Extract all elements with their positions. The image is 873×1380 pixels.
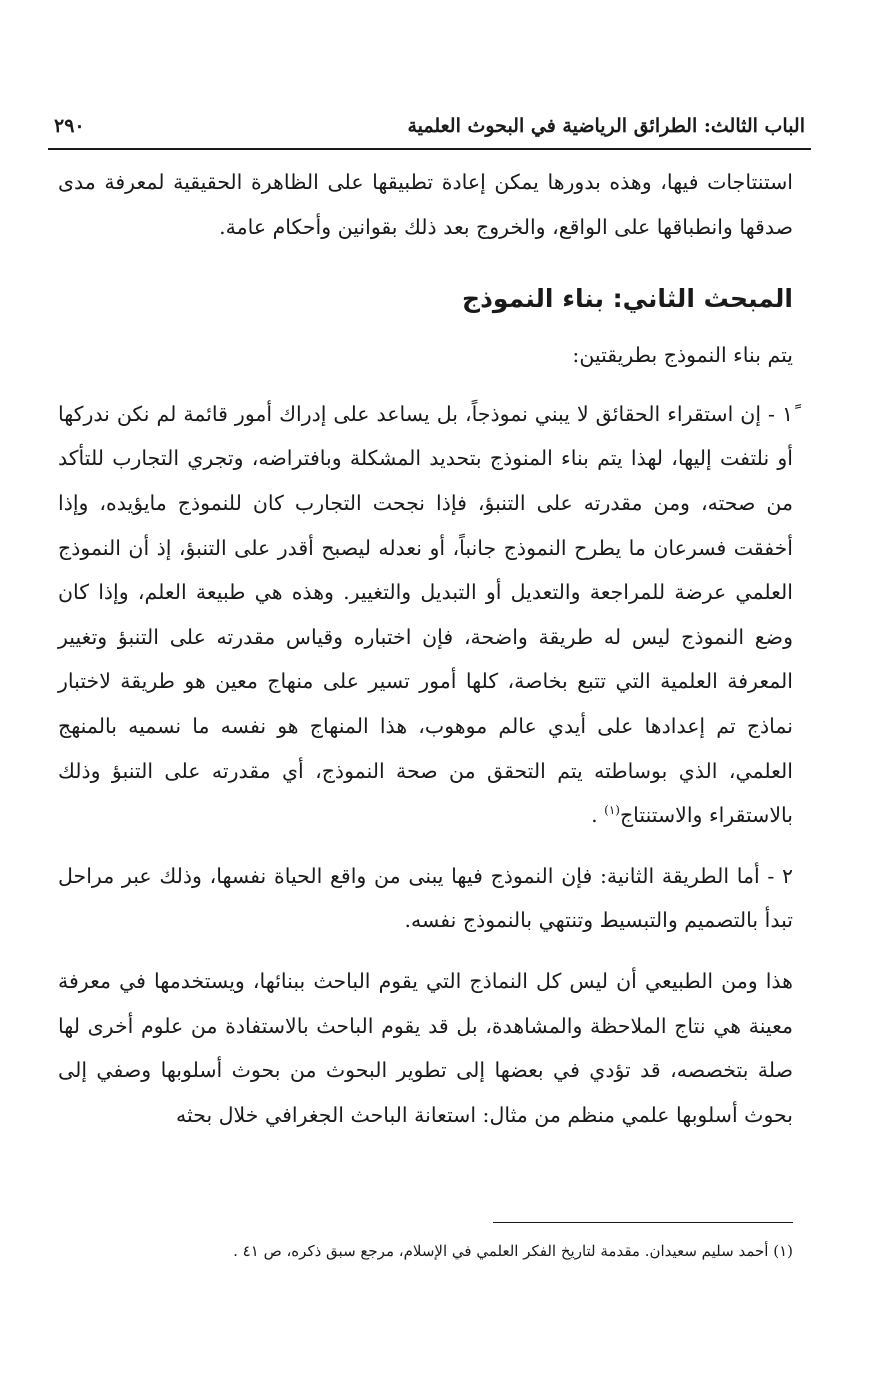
section-heading: المبحث الثاني: بناء النموذج	[462, 284, 793, 314]
paragraph-method-2: ٢ - أما الطريقة الثانية: فإن النموذج فيها يبنى من واقع الحياة نفسها، وذلك عبر مراحل تبدأ بالتصميم والتبسيط وتنتهي بالنموذج نفسه.	[58, 863, 793, 933]
header-rule	[48, 148, 811, 150]
footnote-rule	[493, 1222, 793, 1223]
page-number: ٢٩٠	[54, 115, 85, 137]
paragraph-continuation: استنتاجات فيها، وهذه بدورها يمكن إعادة تطبيقها على الظاهرة الحقيقية لمعرفة مدى صدقها وانطباقها على الواقع، والخروج بعد ذلك بقوانين وأحكام عامة.	[58, 170, 793, 239]
running-title: الباب الثالث: الطرائق الرياضية في البحوث العلمية	[407, 115, 805, 137]
paragraph-method-1-text: ١ً - إن استقراء الحقائق لا يبني نموذجاً، بل يساعد على إدراك أمور قائمة لم نكن ندركها أو نلتفت إليها، لهذا يتم بناء المنوذج بتحديد المشكلة وبافتراضه، وتجري التجارب للتأكد من صحته، ومن مقدرته على التنبؤ، فإذا نجحت التجارب كان للنموذج مايؤيده، وإذا أخفقت فسرعان ما يطرح النموذج جانباً، أو نعدله ليصبح أقدر على التنبؤ، إذ أن النموذج العلمي عرضة للمراجعة والتعديل أو التبديل والتغيير. وهذه هي طبيعة العلم، وإذا كان وضع النموذج ليس له طريقة واضحة، فإن اختباره وقياس مقدرته على التنبؤ وتغيير المعرفة العلمية التي تتبع بخاصة، كلها أمور تسير على منهاج معين هو طريقة لاختبار نماذج تم إعدادها على أيدي عالم موهوب، هذا المنهاج هو نفسه ما نسميه بالمنهج العلمي، الذي بوساطته يتم التحقق من صحة النموذج، أي مقدرته على التنبؤ وذلك بالاستقراء والاستنتاج	[58, 401, 793, 828]
intro-paragraph: يتم بناء النموذج بطريقتين:	[572, 343, 793, 368]
running-head	[54, 108, 805, 144]
body-text	[58, 160, 793, 1137]
paragraph-closing: هذا ومن الطبيعي أن ليس كل النماذج التي يقوم الباحث ببنائها، ويستخدمها في معرفة معينة هي نتاج الملاحظة والمشاهدة، بل قد يقوم الباحث بالاستفادة من علوم أخرى لها صلة بتخصصه، قد تؤدي في بعضها إلى تطوير البحوث من بحوث أسلوبها وصفي إلى بحوث أسلوبها علمي منظم من مثال: استعانة الباحث الجغرافي خلال بحثه	[58, 968, 793, 1127]
paragraph-method-1	[58, 392, 793, 838]
footnote: (١) أحمد سليم سعيدان. مقدمة لتاريخ الفكر العلمي في الإسلام، مرجع سبق ذكره، ص ٤١ .	[233, 1242, 793, 1260]
footnote-reference[interactable]: (١)	[604, 803, 620, 818]
paragraph-method-1-end: .	[591, 803, 605, 828]
